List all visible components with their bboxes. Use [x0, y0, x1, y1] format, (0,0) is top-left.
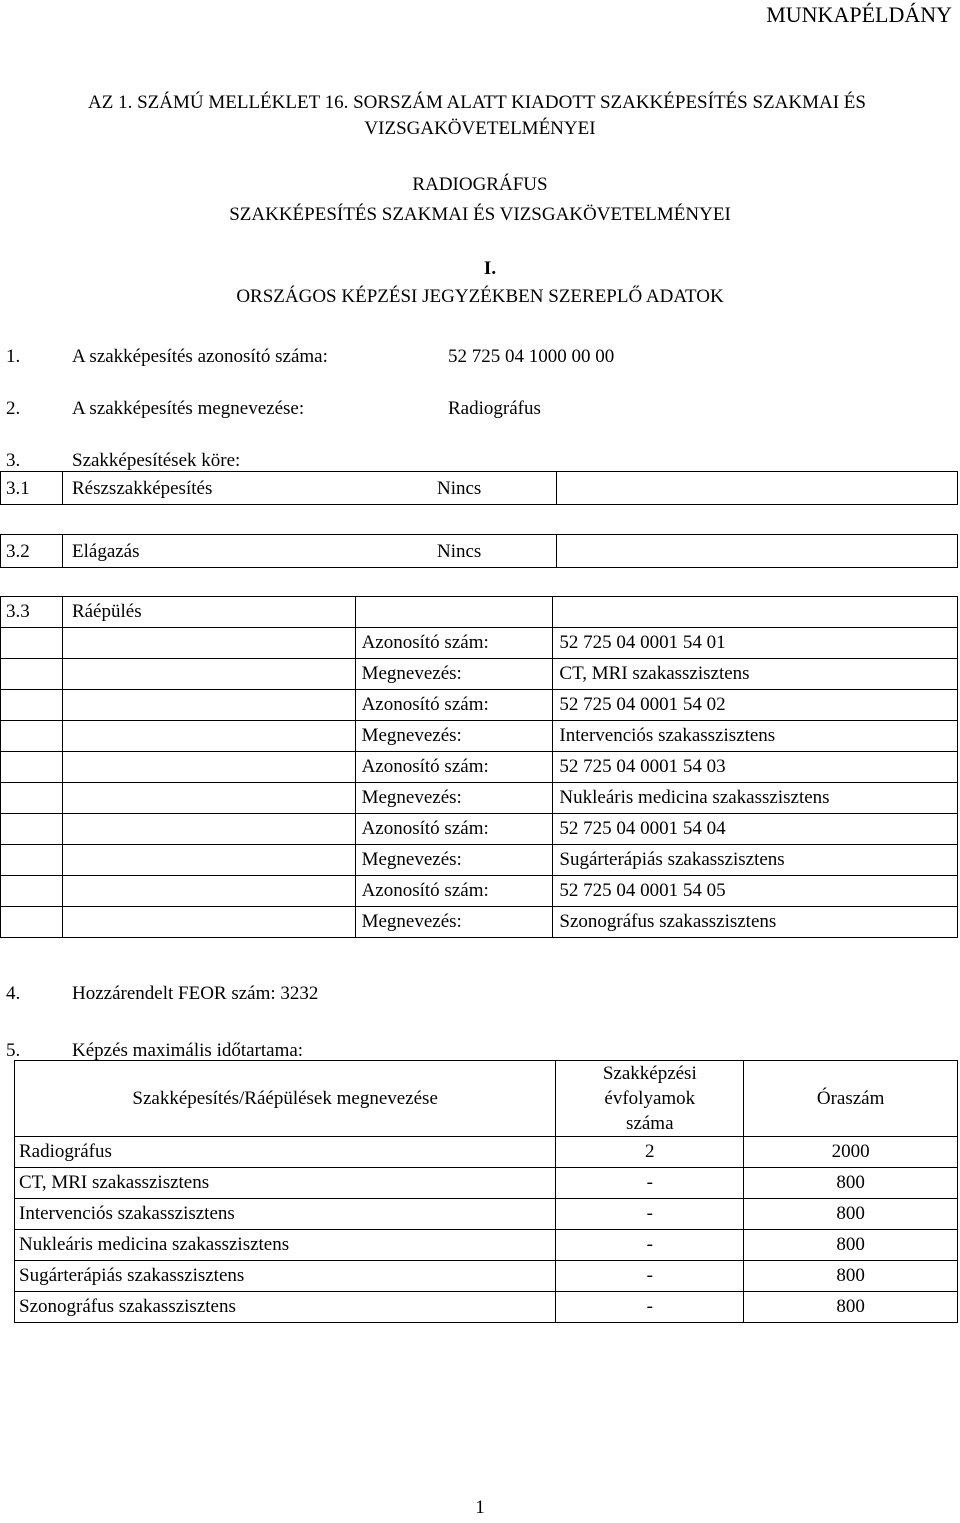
entry-value: 52 725 04 0001 54 04 [553, 814, 958, 845]
row-name: Nukleáris medicina szakasszisztens [15, 1230, 556, 1261]
item-label: A szakképesítés megnevezése: [72, 398, 305, 419]
raepules-number: 3.3 [1, 597, 63, 628]
subitem-label: Részszakképesítés [72, 478, 213, 499]
item-number: 2. [6, 398, 21, 419]
subitem-branch [0, 534, 958, 568]
cell-label [62, 534, 556, 568]
row-hours: 800 [744, 1199, 958, 1230]
cell-empty [553, 597, 958, 628]
item-label: Szakképesítések köre: [72, 450, 241, 471]
row-years: - [556, 1292, 744, 1323]
table-row [1, 597, 958, 628]
row-hours: 800 [744, 1292, 958, 1323]
table-row [1, 907, 958, 938]
item-number: 4. [6, 983, 21, 1004]
table-row [1, 690, 958, 721]
entry-key: Megnevezés: [355, 721, 553, 752]
column-header: Szakképzési évfolyamok száma [556, 1061, 744, 1137]
subitem-number: 3.2 [6, 541, 30, 562]
subitem-value: Nincs [437, 541, 482, 562]
entry-value: Sugárterápiás szakasszisztens [553, 845, 958, 876]
entry-value: Nukleáris medicina szakasszisztens [553, 783, 958, 814]
item-feor [6, 979, 958, 1009]
column-header: Óraszám [744, 1061, 958, 1137]
table-row [1, 721, 958, 752]
duration-table [14, 1060, 958, 1323]
row-hours: 800 [744, 1168, 958, 1199]
table-row [1, 752, 958, 783]
cell-number [0, 471, 63, 505]
entry-key: Megnevezés: [355, 659, 553, 690]
row-hours: 800 [744, 1261, 958, 1292]
entry-value: CT, MRI szakasszisztens [553, 659, 958, 690]
title-line-4: SZAKKÉPESÍTÉS SZAKMAI ÉS VIZSGAKÖVETELMÉNYEI [229, 204, 731, 225]
section-heading: ORSZÁGOS KÉPZÉSI JEGYZÉKBEN SZEREPLŐ ADATOK [236, 286, 724, 307]
row-name: Szonográfus szakasszisztens [15, 1292, 556, 1323]
table-row [15, 1137, 958, 1168]
row-years: - [556, 1230, 744, 1261]
entry-value: 52 725 04 0001 54 01 [553, 628, 958, 659]
subitem-label: Elágazás [72, 541, 140, 562]
table-row [15, 1199, 958, 1230]
table-row [15, 1292, 958, 1323]
table-row [1, 876, 958, 907]
row-name: Radiográfus [15, 1137, 556, 1168]
cell-empty [556, 471, 958, 505]
title-line-1: AZ 1. SZÁMÚ MELLÉKLET 16. SORSZÁM ALATT KIADOTT SZAKKÉPESÍTÉS SZAKMAI ÉS [88, 92, 866, 113]
entry-key: Azonosító szám: [355, 628, 553, 659]
item-number: 1. [6, 346, 21, 367]
row-hours: 2000 [744, 1137, 958, 1168]
entry-value: Szonográfus szakasszisztens [553, 907, 958, 938]
table-row [1, 659, 958, 690]
item-number: 3. [6, 450, 21, 471]
table-row [1, 628, 958, 659]
column-header: Szakképesítés/Ráépülések megnevezése [15, 1061, 556, 1137]
subitem-number: 3.1 [6, 478, 30, 499]
table-row [15, 1261, 958, 1292]
entry-key: Azonosító szám: [355, 690, 553, 721]
entry-key: Azonosító szám: [355, 752, 553, 783]
entry-key: Azonosító szám: [355, 814, 553, 845]
table-row [15, 1168, 958, 1199]
item-number: 5. [6, 1040, 21, 1061]
cell-label [62, 471, 556, 505]
raepules-table [0, 596, 958, 938]
row-years: 2 [556, 1137, 744, 1168]
title-line-2: VIZSGAKÖVETELMÉNYEI [364, 118, 596, 139]
subitem-value: Nincs [437, 478, 482, 499]
entry-key: Megnevezés: [355, 783, 553, 814]
entry-key: Megnevezés: [355, 845, 553, 876]
item-label: Hozzárendelt FEOR szám: 3232 [72, 983, 319, 1004]
table-row [1, 814, 958, 845]
page-number: 1 [475, 1497, 485, 1518]
cell-empty [556, 534, 958, 568]
entry-value: Intervenciós szakasszisztens [553, 721, 958, 752]
entry-value: 52 725 04 0001 54 02 [553, 690, 958, 721]
row-name: Intervenciós szakasszisztens [15, 1199, 556, 1230]
entry-value: 52 725 04 0001 54 05 [553, 876, 958, 907]
row-years: - [556, 1168, 744, 1199]
item-name [6, 394, 958, 424]
item-label: Képzés maximális időtartama: [72, 1040, 304, 1061]
entry-value: 52 725 04 0001 54 03 [553, 752, 958, 783]
row-years: - [556, 1261, 744, 1292]
item-value: 52 725 04 1000 00 00 [448, 346, 615, 367]
item-label: A szakképesítés azonosító száma: [72, 346, 328, 367]
table-header-row [15, 1061, 958, 1137]
item-identifier [6, 342, 958, 372]
row-name: Sugárterápiás szakasszisztens [15, 1261, 556, 1292]
raepules-label: Ráépülés [62, 597, 355, 628]
subitem-partial-qualification [0, 471, 958, 505]
entry-key: Azonosító szám: [355, 876, 553, 907]
cell-number [0, 534, 63, 568]
watermark-label: MUNKAPÉLDÁNY [766, 2, 952, 27]
section-numeral: I. [483, 258, 497, 279]
cell-empty [355, 597, 553, 628]
row-hours: 800 [744, 1230, 958, 1261]
table-row [15, 1230, 958, 1261]
row-years: - [556, 1199, 744, 1230]
table-row [1, 783, 958, 814]
table-row [1, 845, 958, 876]
item-value: Radiográfus [448, 398, 541, 419]
title-line-3: RADIOGRÁFUS [412, 174, 548, 195]
row-name: CT, MRI szakasszisztens [15, 1168, 556, 1199]
entry-key: Megnevezés: [355, 907, 553, 938]
